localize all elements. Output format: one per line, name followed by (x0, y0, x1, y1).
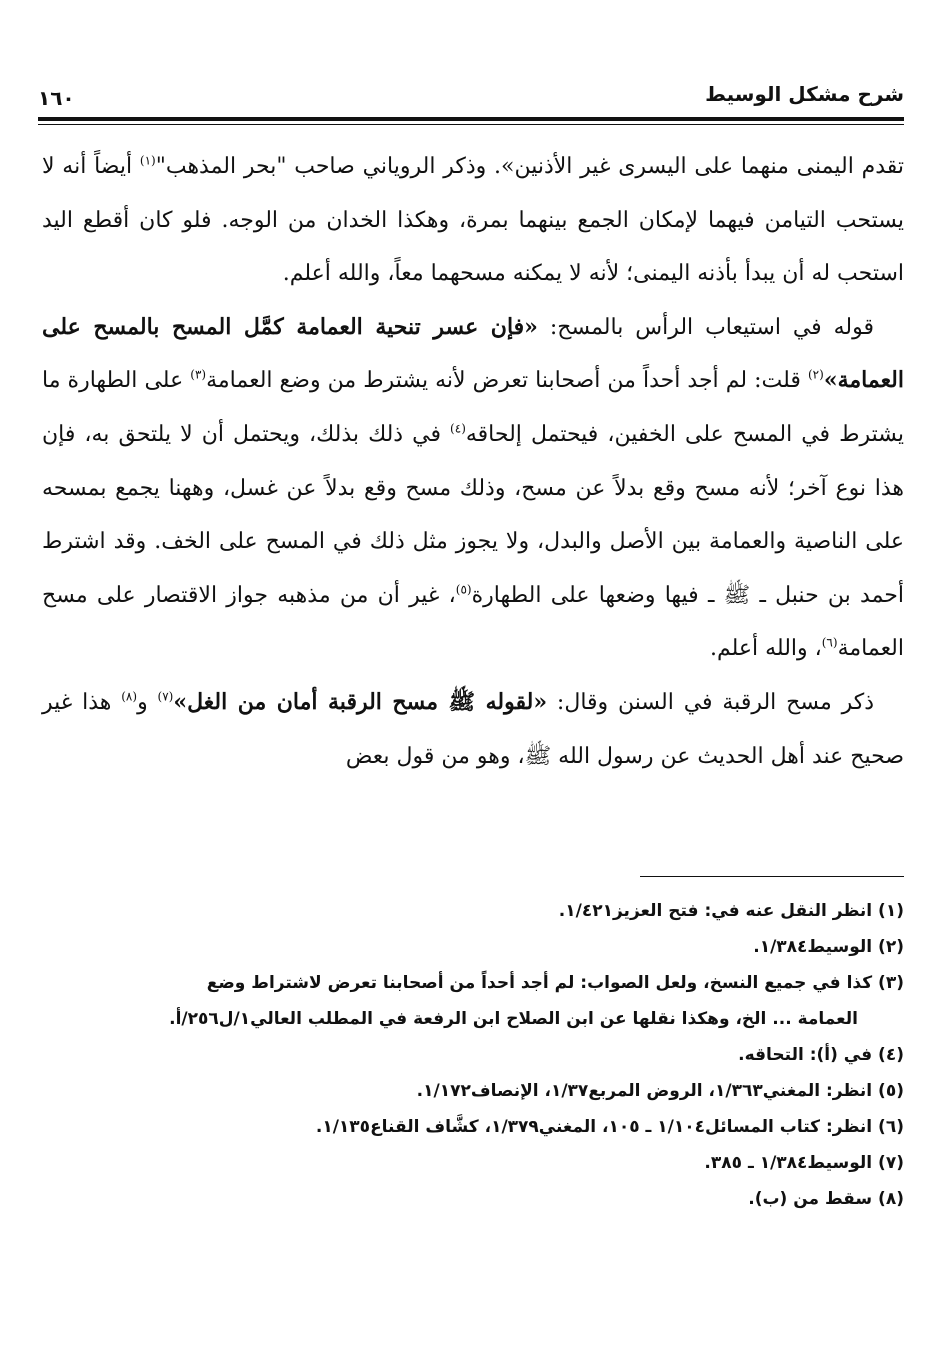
footnote-5: (٥) انظر: المغني١/٣٦٣، الروض المربع١/٣٧، الإنصاف١/١٧٢. (416, 1081, 904, 1101)
text-run: ذكر مسح الرقبة في السنن وقال: (547, 689, 874, 715)
text-run: ، والله أعلم. (709, 636, 822, 662)
footnote-ref-5[interactable]: (٥) (455, 582, 472, 597)
footnote-3-continued: العمامة ... الخ، وهكذا نقلها عن ابن الصلاح ابن الرفعة في المطلب العالي١/ل٢٥٦/أ. (169, 1009, 858, 1029)
header-rule-thin (38, 124, 904, 125)
footnote-ref-6[interactable]: (٦) (821, 636, 838, 651)
footnote-ref-1[interactable]: (١) (139, 153, 156, 168)
footnote-7: (٧) الوسيط١/٣٨٤ ـ ٣٨٥. (704, 1153, 904, 1173)
footnote-ref-7[interactable]: (٧) (157, 689, 174, 704)
text-run: على الطهارة ما يشترط في المسح على الخفين، فيحتمل إلحاقه (42, 368, 904, 447)
footnote-8: (٨) سقط من (ب). (748, 1189, 904, 1209)
text-run: أيضاً أنه لا يستحب التيامن فيهما لإمكان الجمع بينهما بمرة، وهكذا الخدان من الوجه. فلو كان أقطع اليد استحب له أن يبدأ بأذنه اليمنى؛ لأنه لا يمكنه مسحهما معاً، والله أعلم. (42, 154, 904, 287)
running-title: شرح مشكل الوسيط (705, 82, 904, 106)
footnote-1: (١) انظر النقل عنه في: فتح العزيز١/٤٢١. (558, 901, 904, 921)
text-run: تقدم اليمنى منهما على اليسرى غير الأذنين». وذكر الروياني صاحب "بحر المذهب" (155, 154, 905, 179)
footnote-ref-3[interactable]: (٣) (190, 368, 207, 383)
text-run: هذا غير صحيح عند أهل الحديث عن رسول الله ﷺ، وهو من قول بعض (42, 689, 904, 769)
page-number: ١٦٠ (38, 86, 75, 110)
footnote-2: (٢) الوسيط١/٣٨٤. (753, 937, 904, 957)
text-run: و (137, 689, 158, 715)
footnote-6: (٦) انظر: كتاب المسائل١/١٠٤ ـ ١٠٥، المغني١/٣٧٩، كشَّاف القناع١/١٣٥. (315, 1117, 904, 1137)
paragraph-3 (42, 676, 904, 783)
footnote-ref-8[interactable]: (٨) (121, 689, 138, 704)
text-run: قوله في استيعاب الرأس بالمسح: (537, 314, 874, 340)
footnote-3: (٣) كذا في جميع النسخ، ولعل الصواب: لم أجد أحداً من أصحابنا تعرض لاشتراط وضع (206, 973, 904, 993)
text-run: ، غير أن من مذهبه جواز الاقتصار على مسح العمامة (42, 582, 904, 662)
main-text (42, 140, 904, 783)
footnote-separator (640, 876, 904, 877)
footnotes (42, 893, 904, 1217)
quoted-hadith: «لقوله ﷺ مسح الرقبة أمان من الغل» (173, 688, 548, 715)
text-run: قلت: لم أجد أحداً من أصحابنا تعرض لأنه يشترط من وضع العمامة (206, 368, 808, 394)
footnote-4: (٤) في (أ): التحاقه. (738, 1045, 904, 1065)
page-header (38, 82, 904, 116)
text-run: في ذلك بذلك، ويحتمل أن لا يلتحق به، فإن هذا نوع آخر؛ لأنه مسح وقع بدلاً عن مسح، وذلك مسح وقع بدلاً عن غسل، وههنا يجمع بمسحه على الناصية والعمامة بين الأصل والبدل، ولا يجوز مثل ذلك في المسح على الخف. وقد اشترط أحمد بن حنبل ـ ﷺ ـ فيها وضعها على الطهارة (42, 421, 905, 608)
header-rule-thick (38, 117, 904, 121)
paragraph-1 (42, 140, 904, 301)
footnote-ref-4[interactable]: (٤) (450, 421, 466, 436)
footnote-ref-2[interactable]: (٢) (807, 368, 824, 383)
quoted-matn: «فإن عسر تنحية العمامة كمَّل المسح بالمسح على العمامة» (42, 313, 904, 394)
paragraph-2 (42, 301, 904, 676)
